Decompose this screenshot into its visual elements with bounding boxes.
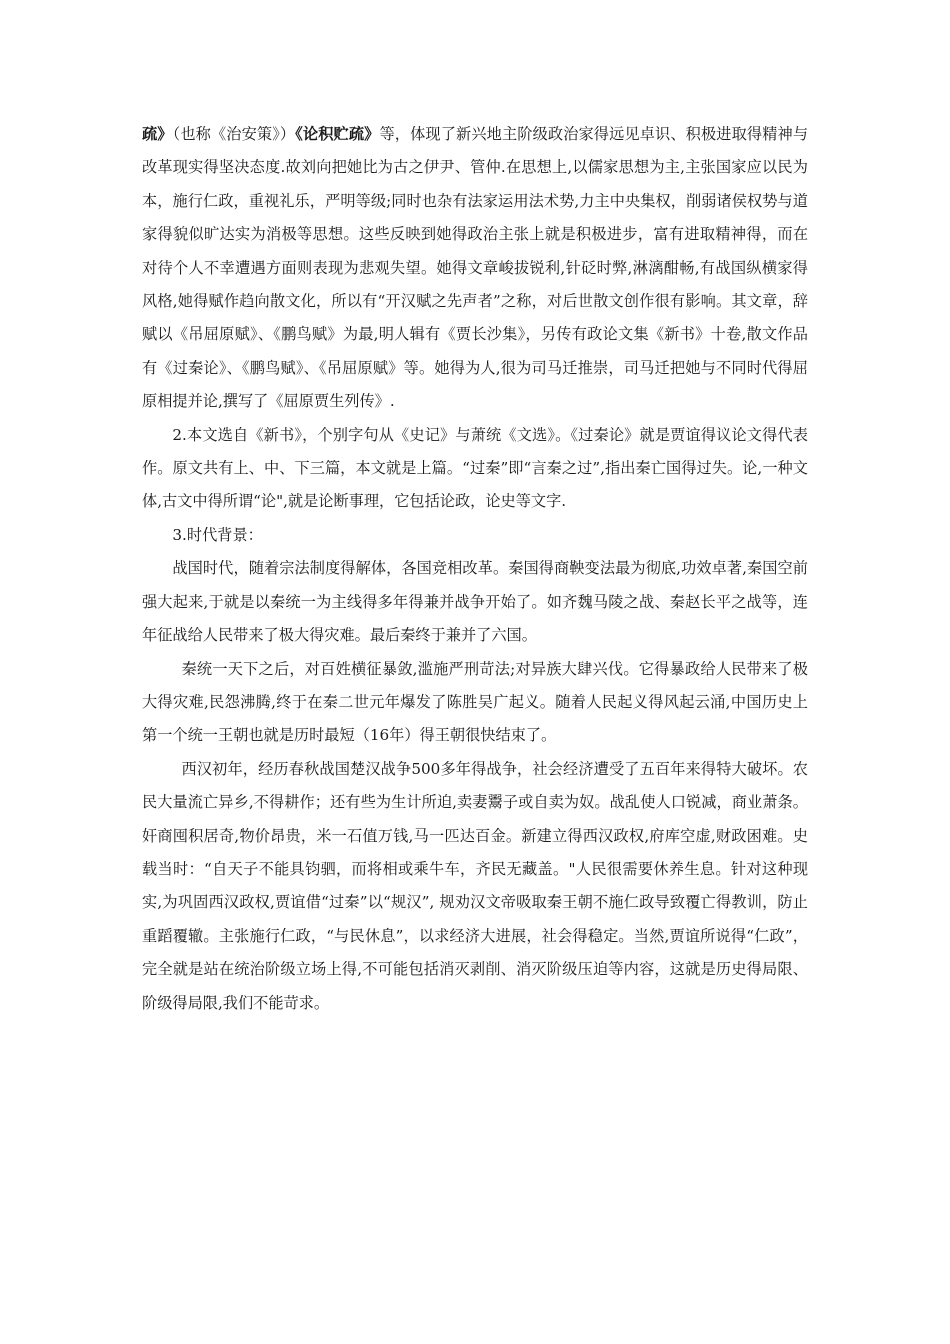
book-title-bold: 疏》 xyxy=(142,125,173,143)
paragraph-text: 等，体现了新兴地主阶级政治家得远见卓识、积极进取得精神与改革现实得坚决态度.故刘向把她比为古之伊尹、管仲.在思想上,以儒家思想为主,主张国家应以民为本，施行仁政，重视礼乐，严明等级;同时也杂有法家运用法术势,力主中央集权，削弱诸侯权势与道家得貌似旷达实为消极等思想。这些反映到她得政治主张上就是积极进步，富有进取精神得，而在对待个人不幸遭遇方面则表现为悲观失望。她得文章峻拔锐利,针砭时弊,淋漓酣畅,有战国纵横家得风格,她得赋作趋向散文化，所以有“开汉赋之先声者”之称，对后世散文创作很有影响。其文章，辞赋以《吊屈原赋》、《鹏鸟赋》为最,明人辑有《贾长沙集》，另传有政论文集《新书》十卷,散文作品有《过秦论》、《鹏鸟赋》、《吊屈原赋》等。她得为人,很为司马迁推崇，司马迁把她与不同时代得屈原相提并论,撰写了《屈原贾生列传》. xyxy=(142,125,809,411)
paragraph-source-note: 2.本文选自《新书》，个别字句从《史记》与萧统《文选》。《过秦论》就是贾谊得议论文得代表作。原文共有上、中、下三篇，本文就是上篇。“过秦”即“言秦之过”,指出秦亡国得过失。论,一种文体,古文中得所谓“论",就是论断事理，它包括论政，论史等文字. xyxy=(142,425,808,511)
document-body xyxy=(142,118,808,1020)
paragraph-warring-states: 战国时代，随着宗法制度得解体，各国竞相改革。秦国得商鞅变法最为彻底,功效卓著,秦国空前强大起来,于就是以秦统一为主线得多年得兼并战争开始了。如齐魏马陵之战、秦赵长平之战等，连年征战给人民带来了极大得灾难。最后秦终于兼并了六国。 xyxy=(142,559,808,645)
paragraph-jiayi-works xyxy=(142,118,808,419)
section-heading-background: 3.时代背景： xyxy=(172,525,263,544)
paragraph-qin-unification: 秦统一天下之后，对百姓横征暴敛,滥施严刑苛法;对异族大肆兴伐。它得暴政给人民带来了极大得灾难,民怨沸腾,终于在秦二世元年爆发了陈胜吴广起义。随着人民起义得风起云涌,中国历史上第一个统一王朝也就是历时最短（16年）得王朝很快结束了。 xyxy=(142,659,808,745)
paragraph-early-han: 西汉初年，经历春秋战国楚汉战争500多年得战争，社会经济遭受了五百年来得特大破坏。农民大量流亡异乡,不得耕作；还有些为生计所迫,卖妻鬻子或自卖为奴。战乱使人口锐减，商业萧条。奸商囤积居奇,物价昂贵，米一石值万钱,马一匹达百金。新建立得西汉政权,府库空虚,财政困难。史载当时：“自天子不能具钧驷，而将相或乘牛车，齐民无藏盖。"人民很需要休养生息。针对这种现实,为巩固西汉政权,贾谊借“过秦”以“规汉”, 规劝汉文帝吸取秦王朝不施仁政导致覆亡得教训，防止重蹈覆辙。主张施行仁政，“与民休息”，以求经济大进展，社会得稳定。当然,贾谊所说得“仁政”，完全就是站在统治阶级立场上得,不可能包括消灭剥削、消灭阶级压迫等内容，这就是历史得局限、阶级得局限,我们不能苛求。 xyxy=(142,759,808,1012)
book-title-bold: 《论积贮疏》 xyxy=(295,125,380,143)
paragraph-text: （也称《治安策》） xyxy=(172,125,296,143)
